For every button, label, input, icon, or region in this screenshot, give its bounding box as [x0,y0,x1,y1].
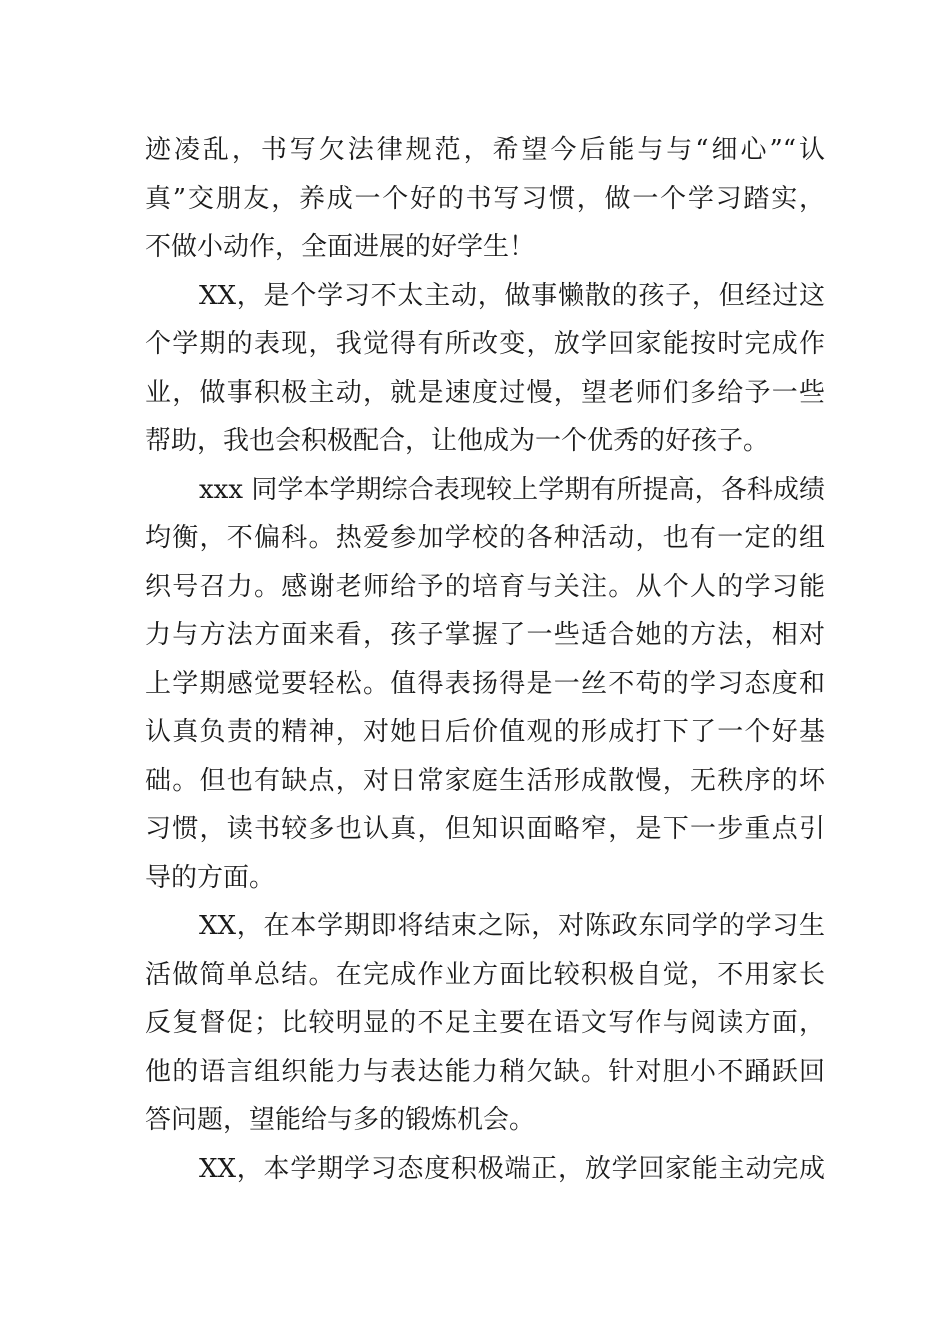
paragraph [145,902,825,1145]
text-line: xxx 同学本学期综合表现较上学期有所提高，各科成绩 [199,474,825,505]
text-line: 织号召力。感谢老师给予的培育与关注。从个人的学习能 [145,571,825,602]
text-line: 反复督促；比较明显的不足主要在语文写作与阅读方面， [145,1008,825,1038]
text-line: 不做小动作，全面进展的好学生！ [145,232,536,262]
text-line: 业，做事积极主动，就是速度过慢，望老师们多给予一些 [145,377,825,408]
text-line: 认真负责的精神，对她日后价值观的形成打下了一个好基 [145,717,825,747]
paragraph [145,126,825,272]
text-line: 础。但也有缺点，对日常家庭生活形成散慢，无秩序的坏 [145,765,825,796]
text-line: XX，本学期学习态度积极端正，放学回家能主动完成 [199,1153,825,1184]
text-line: 帮助，我也会积极配合，让他成为一个优秀的好孩子。 [145,426,770,456]
text-line: 活做简单总结。在完成作业方面比较积极自觉，不用家长 [145,959,825,990]
text-line: 迹凌乱，书写欠法律规范，希望今后能与与“细心”“认 [145,135,825,165]
text-line: XX，是个学习不太主动，做事懒散的孩子，但经过这 [199,280,825,311]
text-line: 个学期的表现，我觉得有所改变，放学回家能按时完成作 [145,329,825,359]
text-line: 他的语言组织能力与表达能力稍欠缺。针对胆小不踊跃回 [145,1056,825,1087]
paragraph [145,466,825,903]
document-body [145,126,825,1193]
text-line: 上学期感觉要轻松。值得表扬得是一丝不苟的学习态度和 [145,668,825,699]
text-line: 力与方法方面来看，孩子掌握了一些适合她的方法，相对 [145,620,825,650]
text-line: 导的方面。 [145,862,276,893]
text-line: 习惯，读书较多也认真，但知识面略窄，是下一步重点引 [145,814,825,844]
text-line: 均衡，不偏科。热爱参加学校的各种活动，也有一定的组 [145,523,825,553]
text-line: XX，在本学期即将结束之际，对陈政东同学的学习生 [199,911,825,941]
paragraph [145,1145,825,1194]
paragraph [145,272,825,466]
text-line: 答问题，望能给与多的锻炼机会。 [145,1105,536,1135]
text-line: 真”交朋友，养成一个好的书写习惯，做一个学习踏实， [145,183,825,214]
